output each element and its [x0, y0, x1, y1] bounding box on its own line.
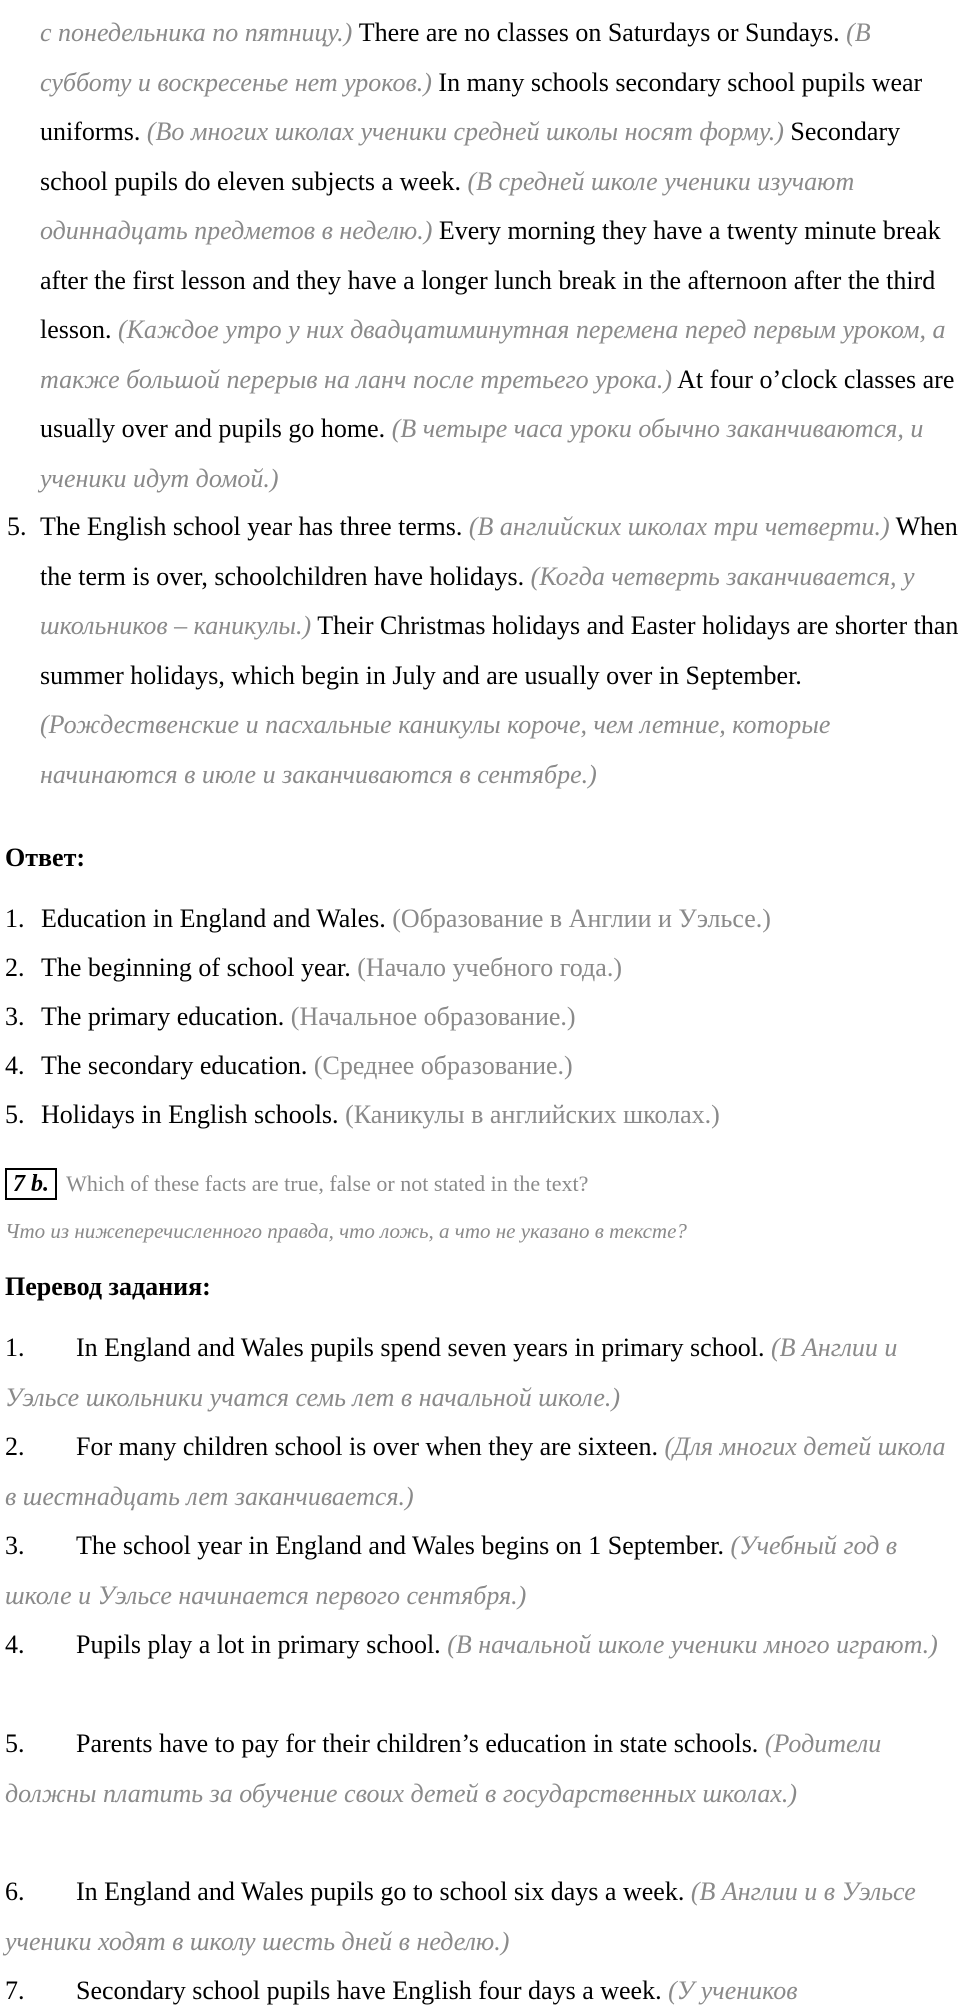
translation-text: (Для многих детей школа в шестнадцать лет заканчивается.) [5, 1432, 946, 1511]
translation-text: (Рождественские и пасхальные каникулы короче, чем летние, которые начинаются в июле и заканчиваются в сентябре.) [40, 710, 831, 789]
item-number: 2. [5, 1432, 25, 1461]
task-line [5, 1164, 955, 1204]
task-question: Which of these facts are true, false or not stated in the text? [66, 1171, 589, 1196]
english-text: Their Christmas holidays and Easter holidays are shorter than summer holidays, which begin in July and are usually over in September. [40, 611, 959, 690]
item-number: 5. [5, 1100, 25, 1129]
english-text: Secondary school pupils do eleven subjects a week. [40, 117, 901, 196]
translation-text: (Образование в Англии и Уэльсе.) [392, 904, 771, 933]
answer-item [5, 1095, 955, 1135]
english-text: The secondary education. [41, 1051, 308, 1080]
answer-item [5, 997, 955, 1037]
item-number: 2. [5, 953, 25, 982]
translation-text: с понедельника по пятницу.) [40, 18, 353, 47]
translation-text: (Учебный год в школе и Уэльсе начинается первого сентября.) [5, 1531, 898, 1610]
translation-text: (Каждое утро у них двадцатиминутная перемена перед первым уроком, а также большой перерыв на ланч после третьего урока.) [40, 315, 946, 394]
task-label: 7 b. [5, 1168, 57, 1200]
translation-text: (Начальное образование.) [290, 1002, 576, 1031]
item-number: 5. [7, 512, 27, 541]
item-5 [7, 502, 960, 799]
statement-item [5, 1323, 955, 1422]
translation-heading: Перевод задания: [5, 1272, 211, 1301]
item-number: 3. [5, 1531, 25, 1560]
translation-text: (В начальной школе ученики много играют.) [447, 1630, 938, 1659]
translation-text: (Во многих школах ученики средней школы носят форму.) [146, 117, 784, 146]
item-number: 3. [5, 1002, 25, 1031]
translation-text: (В Англии и Уэльсе школьники учатся семь лет в начальной школе.) [5, 1333, 898, 1412]
english-text: Secondary school pupils have English four days a week. [76, 1976, 662, 2005]
english-text: Education in England and Wales. [41, 904, 386, 933]
english-text: The beginning of school year. [41, 953, 351, 982]
english-text: At four o’clock classes are usually over and pupils go home. [40, 364, 955, 443]
item-number: 4. [5, 1630, 25, 1659]
statement-item [5, 1620, 955, 1670]
translation-text: (У учеников [668, 1976, 798, 2005]
item-number: 1. [5, 1333, 25, 1362]
english-text: In England and Wales pupils go to school six days a week. [76, 1877, 685, 1906]
english-text: The English school year has three terms. [40, 512, 463, 541]
answer-item [5, 1046, 955, 1086]
translation-text: (В английских школах три четверти.) [468, 512, 890, 541]
statement-item [5, 1867, 955, 1966]
translation-text: (Каникулы в английских школах.) [345, 1100, 720, 1129]
english-text: When the term is over, schoolchildren have holidays. [40, 512, 958, 591]
translation-text: (Когда четверть заканчивается, у школьников – каникулы.) [40, 561, 915, 640]
answer-item [5, 899, 955, 939]
item-number: 1. [5, 904, 25, 933]
english-text: Pupils play a lot in primary school. [76, 1630, 441, 1659]
answer-item [5, 948, 955, 988]
statement-item [5, 1719, 955, 1818]
item-number: 7. [5, 1976, 25, 2005]
translation-text: (В четыре часа уроки обычно заканчиваются, и ученики идут домой.) [40, 414, 924, 493]
item-4-continuation [40, 8, 960, 503]
answer-heading: Ответ: [5, 843, 86, 872]
statement-item [5, 1521, 955, 1620]
translation-text: (В субботу и воскресенье нет уроков.) [40, 18, 871, 97]
english-text: Holidays in English schools. [41, 1100, 339, 1129]
english-text: Parents have to pay for their children’s education in state schools. [76, 1729, 759, 1758]
item-number: 5. [5, 1729, 25, 1758]
english-text: For many children school is over when they are sixteen. [76, 1432, 658, 1461]
statement-item [5, 1966, 955, 2016]
item-number: 4. [5, 1051, 25, 1080]
task-translation: Что из нижеперечисленного правда, что ложь, а что не указано в тексте? [5, 1219, 687, 1243]
translation-text: (Среднее образование.) [313, 1051, 573, 1080]
translation-text: (В Англии и в Уэльсе ученики ходят в школу шесть дней в неделю.) [5, 1877, 916, 1956]
english-text: The primary education. [41, 1002, 285, 1031]
english-text: The school year in England and Wales begins on 1 September. [76, 1531, 724, 1560]
translation-text: (В средней школе ученики изучают одиннадцать предметов в неделю.) [40, 166, 855, 245]
statement-item [5, 1422, 955, 1521]
english-text: In many schools secondary school pupils wear uniforms. [40, 67, 923, 146]
english-text: Every morning they have a twenty minute break after the first lesson and they have a longer lunch break in the afternoon after the third lesson. [40, 216, 941, 344]
translation-text: (Родители должны платить за обучение своих детей в государственных школах.) [5, 1729, 882, 1808]
translation-text: (Начало учебного года.) [357, 953, 622, 982]
item-number: 6. [5, 1877, 25, 1906]
english-text: In England and Wales pupils spend seven years in primary school. [76, 1333, 765, 1362]
english-text: There are no classes on Saturdays or Sundays. [358, 18, 840, 47]
